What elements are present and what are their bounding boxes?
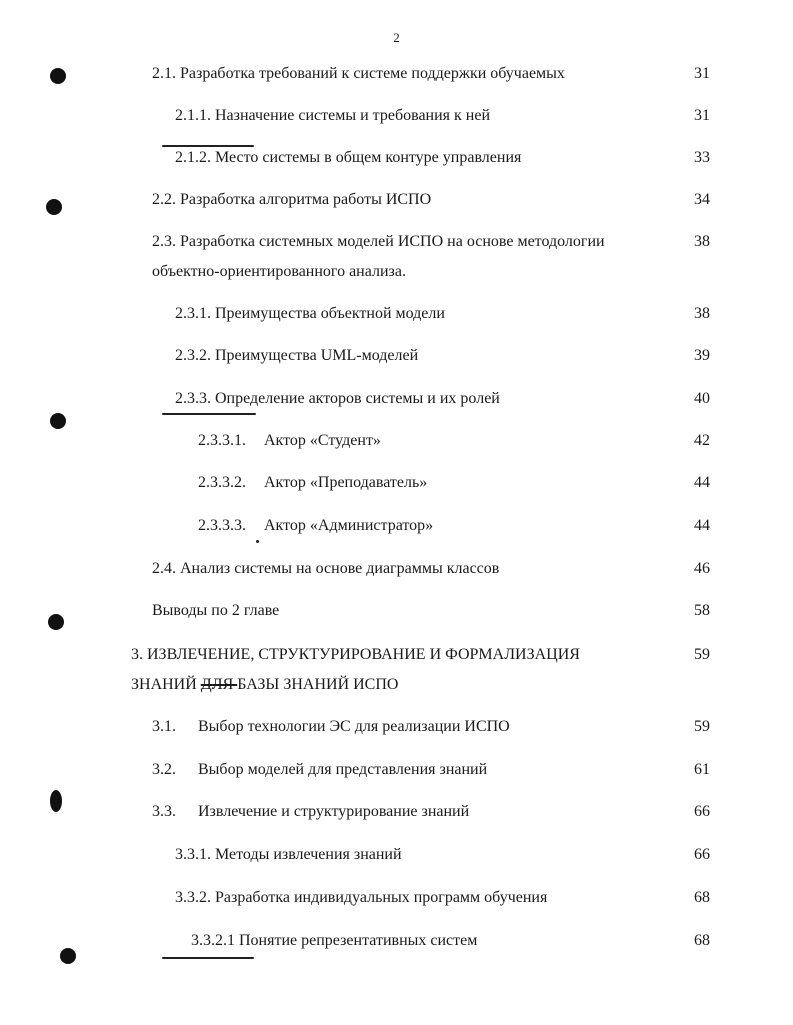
toc-entry-number: 2.3.3.3.	[198, 517, 246, 534]
toc-entry-title: 2.3.1. Преимущества объектной модели	[175, 305, 445, 322]
toc-entry-title: Актор «Преподаватель»	[264, 474, 428, 491]
binder-hole	[50, 790, 62, 812]
toc-entry-page: 33	[694, 149, 710, 166]
pen-mark	[162, 957, 254, 959]
toc-entry-page: 58	[694, 602, 710, 619]
toc-entry-title-line2: объектно-ориентированного анализа.	[152, 263, 406, 280]
toc-entry-number: 3.2.	[152, 761, 176, 778]
toc-chapter-title-line2: ЗНАНИЙ	[131, 676, 201, 693]
binder-hole	[60, 948, 76, 964]
toc-entry-page: 66	[694, 846, 710, 863]
binder-hole	[50, 413, 66, 429]
page-number: 2	[393, 30, 400, 45]
toc-entry-page: 31	[694, 65, 710, 82]
toc-entry-title: 2.4. Анализ системы на основе диаграммы классов	[152, 560, 500, 577]
toc-entry-page: 38	[694, 305, 710, 322]
toc-entry-number: 3.1.	[152, 718, 176, 735]
toc-entry-page: 34	[694, 191, 710, 208]
toc-entry-page: 68	[694, 889, 710, 906]
toc-entry-page: 59	[694, 646, 710, 663]
toc-entry-page: 40	[694, 390, 710, 407]
toc-entry-page: 59	[694, 718, 710, 735]
ink-dot	[256, 540, 259, 543]
toc-entry-title: 2.3. Разработка системных моделей ИСПО на основе методологии	[152, 233, 605, 250]
toc-entry-title: 2.1.2. Место системы в общем контуре управления	[175, 149, 522, 166]
toc-entry-page: 42	[694, 432, 710, 449]
binder-hole	[50, 68, 66, 84]
toc-chapter-title: 3. ИЗВЛЕЧЕНИЕ, СТРУКТУРИРОВАНИЕ И ФОРМАЛИЗАЦИЯ	[131, 646, 580, 663]
toc-entry-page: 39	[694, 347, 710, 364]
toc-entry-title: Выбор моделей для представления знаний	[198, 761, 488, 778]
toc-entry-page: 46	[694, 560, 710, 577]
toc-entry-title: Актор «Студент»	[264, 432, 381, 449]
pen-mark	[162, 413, 256, 415]
toc-entry-title: 2.3.2. Преимущества UML-моделей	[175, 347, 419, 364]
binder-hole	[46, 199, 62, 215]
toc-chapter-title-line2-end: БАЗЫ ЗНАНИЙ ИСПО	[237, 676, 399, 693]
toc-entry-title: Актор «Администратор»	[264, 517, 434, 534]
toc-entry-title: 2.3.3. Определение акторов системы и их ролей	[175, 390, 500, 407]
toc-entry-title: Извлечение и структурирование знаний	[198, 803, 470, 820]
toc-entry-number: 3.3.	[152, 803, 176, 820]
toc-entry-page: 68	[694, 932, 710, 949]
toc-entry-title: 3.3.2.1 Понятие репрезентативных систем	[191, 932, 478, 949]
toc-entry-title: 2.1.1. Назначение системы и требования к ней	[175, 107, 491, 124]
toc-entry-page: 31	[694, 107, 710, 124]
toc-entry-page: 38	[694, 233, 710, 250]
toc-entry-title: Выводы по 2 главе	[152, 602, 280, 619]
toc-entry-title: 3.3.1. Методы извлечения знаний	[175, 846, 402, 863]
toc-entry-title: 2.1. Разработка требований к системе поддержки обучаемых	[152, 65, 565, 82]
struck-word: ДЛЯ	[200, 676, 238, 693]
toc-entry-page: 66	[694, 803, 710, 820]
toc-entry-page: 44	[694, 517, 710, 534]
toc-entry-title: Выбор технологии ЭС для реализации ИСПО	[198, 718, 510, 735]
toc-entry-page: 44	[694, 474, 710, 491]
toc-entry-title: 3.3.2. Разработка индивидуальных программ обучения	[175, 889, 548, 906]
toc-entry-number: 2.3.3.2.	[198, 474, 246, 491]
binder-hole	[48, 614, 64, 630]
toc-entry-number: 2.3.3.1.	[198, 432, 246, 449]
toc-entry-title: 2.2. Разработка алгоритма работы ИСПО	[152, 191, 432, 208]
toc-entry-page: 61	[694, 761, 710, 778]
